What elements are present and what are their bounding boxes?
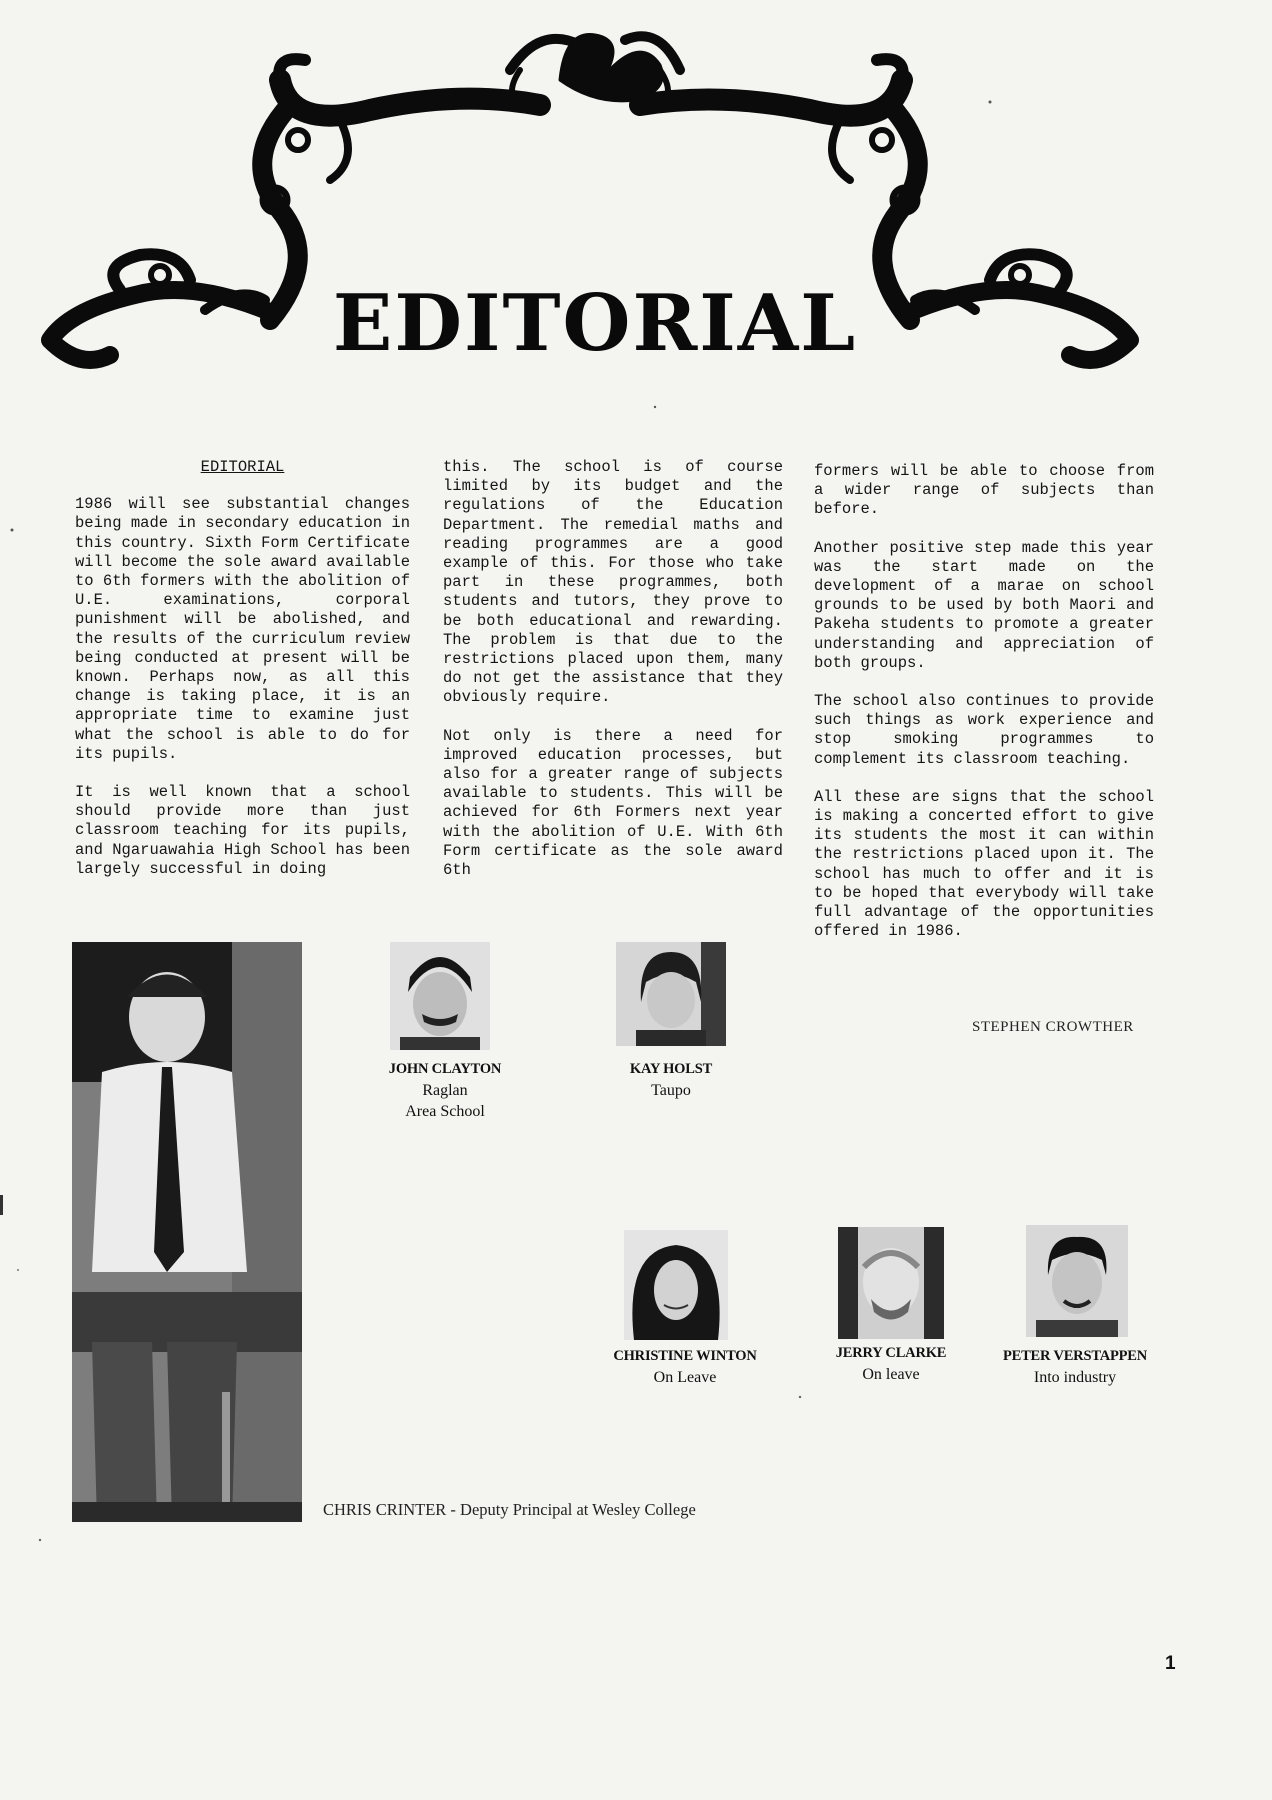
paragraph: this. The school is of course limited by its budget and the regulations of the Education Department. The remedial maths and reading programmes are a good example of this. For those who take part in these programmes, both students and tutors, they prove to be both educational and rewarding. The problem is that due to the restrictions placed upon them, many do not get the assistance that they obviously require. (443, 458, 783, 707)
staff-caption (806, 1343, 976, 1385)
author-signature: STEPHEN CROWTHER (972, 1019, 1134, 1035)
staff-name: JERRY CLARKE (835, 1345, 947, 1361)
staff-photo-john-clayton (390, 942, 490, 1050)
staff-note: Raglan (422, 1082, 468, 1099)
page-number: 1 (1165, 1653, 1176, 1674)
staff-name: CHRISTINE WINTON (613, 1348, 757, 1364)
paragraph: Another positive step made this year was the start made on the development of a marae on school grounds to be used by both Maori and Pakeha students to promote a greater understanding and appreciation of both groups. (814, 538, 1154, 672)
deputy-photo (72, 942, 302, 1522)
staff-photo-peter-verstappen (1026, 1225, 1128, 1337)
deputy-caption: CHRIS CRINTER - Deputy Principal at Wesley College (323, 1500, 696, 1519)
staff-photo-jerry-clarke (838, 1227, 944, 1339)
article-column-3 (814, 462, 1154, 960)
staff-note: On leave (862, 1366, 920, 1383)
paragraph: It is well known that a school should provide more than just classroom teaching for its pupils, and Ngaruawahia High School has been largely successful in doing (75, 783, 410, 878)
page-title: EDITORIAL (332, 278, 858, 369)
paragraph: Not only is there a need for improved education processes, but also for a greater range of subjects available to students. This will be achieved for 6th Formers next year with the abolition of U.E. With 6th Form certificate as the sole award 6th (443, 726, 783, 880)
paragraph: 1986 will see substantial changes being made in secondary education in this country. Sixth Form Certificate will become the sole award available to 6th formers with the abolition of U.E. examinations, corporal punishment will be abolished, and the results of the curriculum review being conducted at present will be known. Perhaps now, as all this change is taking place, it is an appropriate time to examine just what the school is able to do for its pupils. (75, 495, 410, 763)
staff-caption (590, 1346, 780, 1388)
staff-note: Into industry (1033, 1369, 1117, 1386)
article-heading: EDITORIAL (200, 458, 285, 476)
paragraph: All these are signs that the school is making a concerted effort to give its students the most it can within the restrictions placed upon it. The school has much to offer and it is to be hoped that everybody will take full advantage of the opportunities offered in 1986. (814, 787, 1154, 941)
paragraph: The school also continues to provide such things as work experience and stop smoking programmes to complement its classroom teaching. (814, 692, 1154, 768)
staff-caption (370, 1059, 520, 1122)
staff-name: PETER VERSTAPPEN (1002, 1348, 1148, 1364)
staff-note: On Leave (653, 1369, 717, 1386)
article-column-1 (75, 458, 410, 898)
staff-caption (596, 1059, 746, 1101)
staff-name: KAY HOLST (629, 1061, 713, 1077)
staff-note: Area School (405, 1103, 485, 1120)
staff-name: JOHN CLAYTON (388, 1061, 502, 1077)
staff-note: Taupo (651, 1082, 691, 1099)
staff-photo-christine-winton (624, 1230, 728, 1340)
staff-caption (980, 1346, 1170, 1388)
article-column-2 (443, 458, 783, 899)
staff-photo-kay-holst (616, 942, 726, 1046)
paragraph: formers will be able to choose from a wider range of subjects than before. (814, 462, 1154, 519)
